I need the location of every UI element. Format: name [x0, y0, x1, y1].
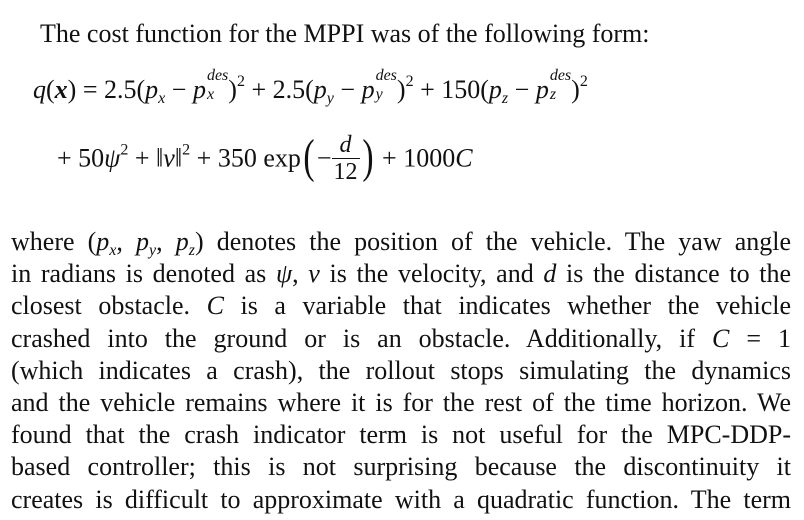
paragraph-line: closest obstacle. C is a variable that indicates whether the vehicle	[11, 291, 791, 321]
intro-sentence: The cost function for the MPPI was of the following form:	[40, 19, 650, 48]
coef-yaw: 50	[78, 143, 105, 173]
des-label: des	[206, 67, 229, 85]
coef-x: 2.5	[104, 75, 137, 104]
body-paragraph	[11, 226, 791, 516]
paragraph-line: found that the crash indicator term is not useful for the MPC-DDP-	[11, 420, 791, 450]
coef-crash: 1000	[403, 143, 456, 173]
paragraph-line: creates is difficult to approximate with a quadratic function. The term	[11, 484, 791, 514]
paragraph-line: where ($p_x$, $p_y$, $p_z$) denotes the position of the vehicle. The yaw angle	[11, 227, 792, 259]
cost-equation-line-1: $q(x) = 2.5(p_x - p$ des x )$^2 + 2.5(p_y - p$ des y )$^2 + 150(p_z - p$ des z )$^2$	[33, 67, 588, 107]
des-label: des	[375, 67, 397, 85]
des-label: des	[549, 67, 572, 85]
coef-y: 2.5	[272, 75, 306, 104]
paragraph-line: based controller; this is not surprising because the discontinuity it	[11, 452, 791, 482]
paragraph-line: and the vehicle remains where it is for the rest of the time horizon. We	[11, 387, 791, 417]
paragraph-line: in radians is denoted as ψ, v is the velocity, and d is the distance to the	[11, 259, 792, 289]
coef-exp: 350	[217, 143, 257, 173]
fraction-d-over-12: $\frac{d}{12}$	[333, 132, 358, 185]
paragraph-line: crashed into the ground or is an obstacle. Additionally, if C = 1	[11, 323, 791, 353]
cost-equation-line-2: + $50\psi^2$ + ‖v‖$^2$ + 350 exp(− $\frac{d}{12}$ ) + 1000C	[57, 129, 473, 185]
coef-z: 150	[441, 75, 481, 104]
paragraph-line: (which indicates a crash), the rollout stops simulating the dynamics	[11, 355, 791, 385]
